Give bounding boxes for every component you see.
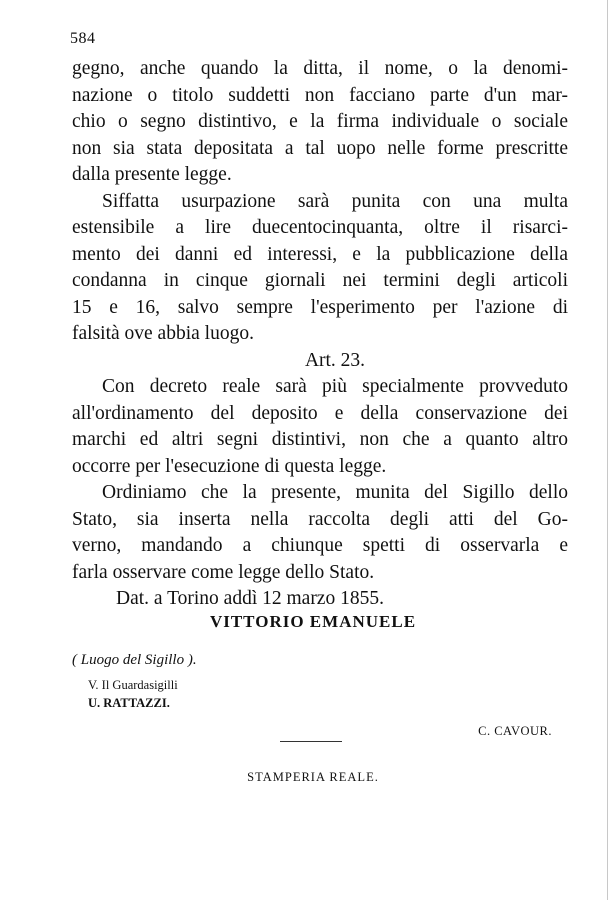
royal-signature: VITTORIO EMANUELE <box>209 612 417 631</box>
seal-note: ( Luogo del Sigillo ). <box>72 652 197 668</box>
page-edge <box>607 0 608 900</box>
article-heading: Art. 23. <box>304 349 366 371</box>
text-line: Ordiniamo che la presente, munita del Sigillo dello <box>102 482 568 503</box>
text-line: Siffatta usurpazione sarà punita con una multa <box>102 190 568 212</box>
registrar-block <box>88 676 178 712</box>
minister-signature: C. CAVOUR. <box>478 724 552 738</box>
text-line: dalla presente legge. <box>72 164 232 185</box>
text-line: verno, mandando a chiunque spetti di osservarla e <box>72 535 568 556</box>
printer-imprint: STAMPERIA REALE. <box>247 770 379 784</box>
text-line: Stato, sia inserta nella raccolta degli atti del Go- <box>72 508 568 530</box>
text-line: farla osservare come legge dello Stato. <box>72 561 375 583</box>
text-line: estensibile a lire duecentocinquanta, oltre il risarci- <box>72 217 568 238</box>
text-line: mento dei danni ed interessi, e la pubblicazione della <box>72 243 568 265</box>
text-line: nazione o titolo suddetti non facciano parte d'un mar- <box>72 84 568 106</box>
divider-rule <box>280 741 342 742</box>
text-line: non sia stata depositata a tal uopo nelle forme prescritte <box>72 137 568 159</box>
registrar-name: U. RATTAZZI. <box>88 696 170 710</box>
registrar-title: V. Il Guardasigilli <box>88 678 178 692</box>
text-line: 15 e 16, salvo sempre l'esperimento per l'azione di <box>72 296 568 318</box>
text-line: all'ordinamento del deposito e della conservazione dei <box>72 402 568 424</box>
text-line: condanna in cinque giornali nei termini degli articoli <box>72 270 568 291</box>
law-text <box>72 56 568 613</box>
text-line: marchi ed altri segni distintivi, non che a quanto altro <box>72 429 568 450</box>
date-line: Dat. a Torino addì 12 marzo 1855. <box>116 588 384 609</box>
text-line: falsità ove abbia luogo. <box>72 323 254 344</box>
page-number: 584 <box>70 30 96 47</box>
text-line: Con decreto reale sarà più specialmente provveduto <box>102 376 568 397</box>
text-line: occorre per l'esecuzione di questa legge. <box>72 455 387 477</box>
text-line: chio o segno distintivo, e la firma individuale o sociale <box>72 111 568 132</box>
text-line: gegno, anche quando la ditta, il nome, o la denomi- <box>72 58 568 79</box>
